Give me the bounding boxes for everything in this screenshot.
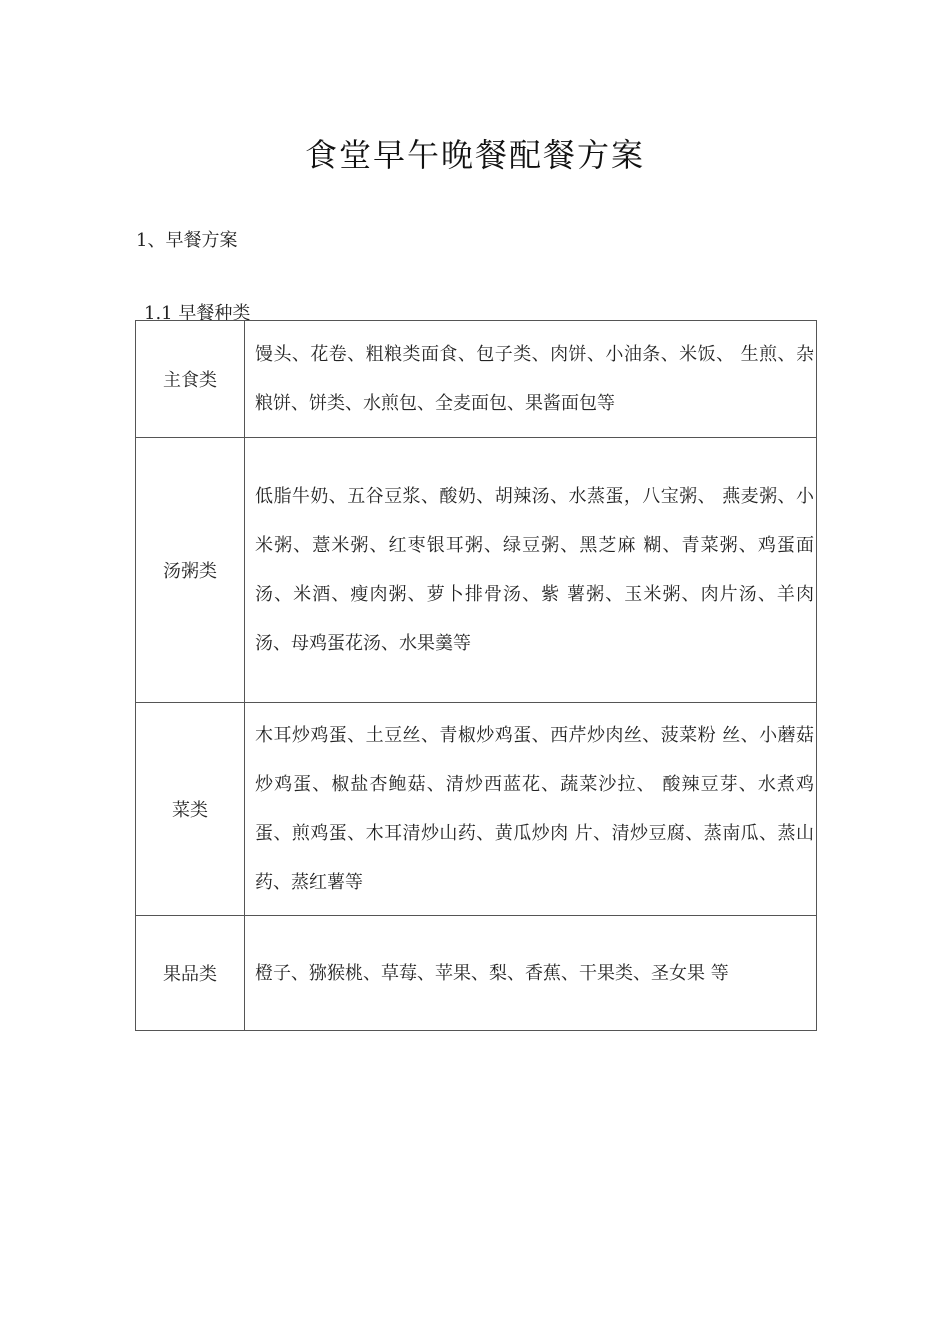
table-row-dishes (136, 703, 817, 916)
items-cell-dishes: 木耳炒鸡蛋、土豆丝、青椒炒鸡蛋、西芹炒肉丝、菠菜粉 丝、小蘑菇炒鸡蛋、椒盐杏鲍菇、清炒西蓝花、蔬菜沙拉、 酸辣豆芽、水煮鸡蛋、煎鸡蛋、木耳清炒山药、黄瓜炒肉 片、清炒豆腐、蒸南瓜、蒸山药、蒸红薯等 (245, 703, 817, 916)
category-cell-dishes: 菜类 (136, 703, 245, 916)
section-heading-breakfast-plan: 1、早餐方案 (136, 230, 238, 251)
table-row-fruits (136, 916, 817, 1031)
table-row-staples (136, 321, 817, 438)
breakfast-types-table (135, 320, 817, 1031)
table-row-soups (136, 438, 817, 703)
items-cell-soups: 低脂牛奶、五谷豆浆、酸奶、胡辣汤、水蒸蛋，八宝粥、 燕麦粥、小米粥、薏米粥、红枣银耳粥、绿豆粥、黑芝麻 糊、青菜粥、鸡蛋面汤、米酒、瘦肉粥、萝卜排骨汤、紫 薯粥、玉米粥、肉片汤、羊肉汤、母鸡蛋花汤、水果羹等 (245, 438, 817, 703)
sub-heading-breakfast-types: 1.1 早餐种类 (144, 303, 251, 324)
items-cell-staples: 馒头、花卷、粗粮类面食、包子类、肉饼、小油条、米饭、 生煎、杂粮饼、饼类、水煎包、全麦面包、果酱面包等 (245, 321, 817, 438)
document-title: 食堂早午晚餐配餐方案 (304, 136, 645, 174)
category-cell-staples: 主食类 (136, 321, 245, 438)
items-cell-fruits: 橙子、猕猴桃、草莓、苹果、梨、香蕉、干果类、圣女果 等 (245, 916, 817, 1031)
category-cell-soups: 汤粥类 (136, 438, 245, 703)
category-cell-fruits: 果品类 (136, 916, 245, 1031)
